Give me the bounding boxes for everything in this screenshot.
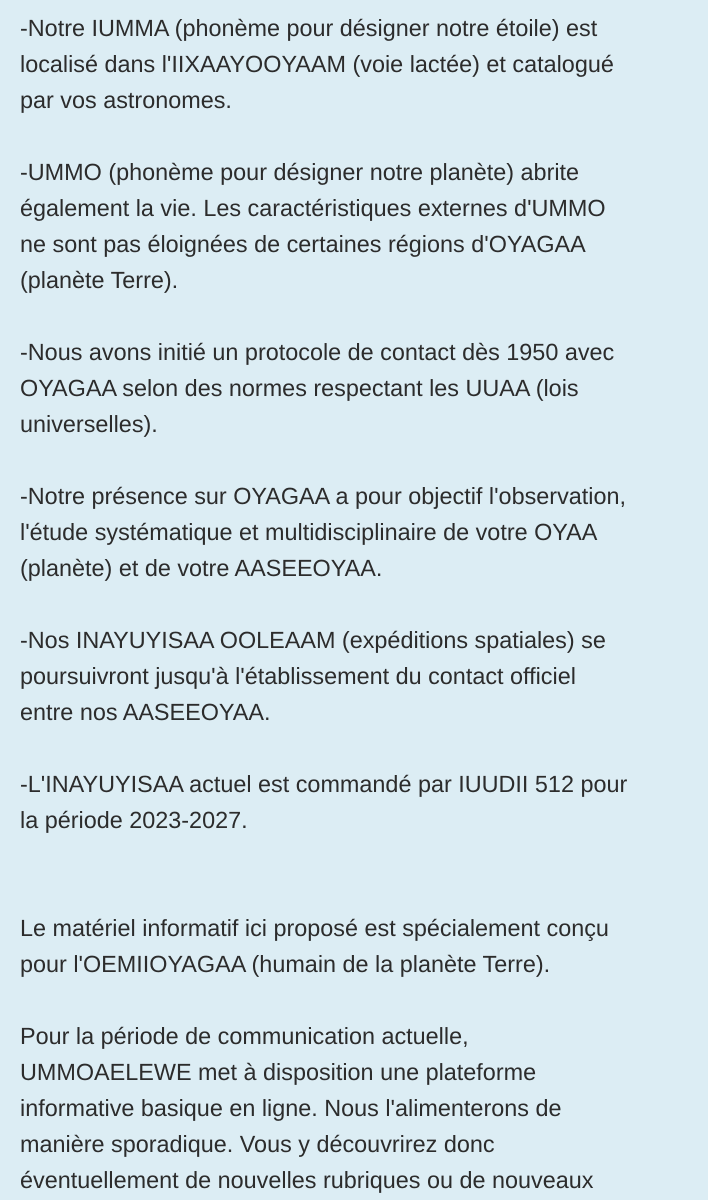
paragraph-inayuyisaa — [20, 622, 696, 730]
paragraph-gap — [20, 730, 696, 766]
text-line: (planète Terre). — [20, 267, 179, 293]
paragraph-ummo — [20, 154, 696, 298]
text-line: -UMMO (phonème pour désigner notre planète) abrite — [20, 159, 580, 185]
text-line: poursuivront jusqu'à l'établissement du contact officiel — [20, 663, 576, 689]
text-line: pour l'OEMIIOYAGAA (humain de la planète Terre). — [20, 951, 551, 977]
text-line: localisé dans l'IIXAAYOOYAAM (voie lactée) et catalogué — [20, 51, 614, 77]
text-line: UMMOAELEWE met à disposition une plateforme — [20, 1059, 537, 1085]
text-line: -L'INAYUYISAA actuel est commandé par IUUDII 512 pour — [20, 771, 628, 797]
text-line: également la vie. Les caractéristiques externes d'UMMO — [20, 195, 606, 221]
text-line: manière sporadique. Vous y découvrirez donc — [20, 1131, 495, 1157]
text-line: éventuellement de nouvelles rubriques ou de nouveaux — [20, 1167, 594, 1193]
text-line: la période 2023-2027. — [20, 807, 248, 833]
text-line: entre nos AASEEOYAA. — [20, 699, 271, 725]
paragraph-gap — [20, 118, 696, 154]
paragraph-gap — [20, 298, 696, 334]
text-line: Le matériel informatif ici proposé est spécialement conçu — [20, 915, 609, 941]
text-line: Pour la période de communication actuelle, — [20, 1023, 469, 1049]
text-line: ne sont pas éloignées de certaines régions d'OYAGAA — [20, 231, 586, 257]
paragraph-materiel — [20, 910, 696, 982]
document-body — [20, 10, 696, 1198]
text-line: -Nous avons initié un protocole de contact dès 1950 avec — [20, 339, 615, 365]
paragraph-iuudii — [20, 766, 696, 838]
paragraph-gap — [20, 982, 696, 1018]
text-line: par vos astronomes. — [20, 87, 232, 113]
paragraph-iumma — [20, 10, 696, 118]
paragraph-gap — [20, 586, 696, 622]
paragraph-presence — [20, 478, 696, 586]
paragraph-communication — [20, 1018, 696, 1198]
text-line: -Notre IUMMA (phonème pour désigner notre étoile) est — [20, 15, 598, 41]
text-line: universelles). — [20, 411, 158, 437]
section-gap — [20, 838, 696, 910]
text-line: l'étude systématique et multidisciplinaire de votre OYAA — [20, 519, 598, 545]
text-line: -Nos INAYUYISAA OOLEAAM (expéditions spatiales) se — [20, 627, 606, 653]
text-line: (planète) et de votre AASEEOYAA. — [20, 555, 383, 581]
paragraph-protocole — [20, 334, 696, 442]
text-line: informative basique en ligne. Nous l'alimenterons de — [20, 1095, 562, 1121]
paragraph-gap — [20, 442, 696, 478]
text-line: -Notre présence sur OYAGAA a pour objectif l'observation, — [20, 483, 626, 509]
text-line: OYAGAA selon des normes respectant les UUAA (lois — [20, 375, 579, 401]
